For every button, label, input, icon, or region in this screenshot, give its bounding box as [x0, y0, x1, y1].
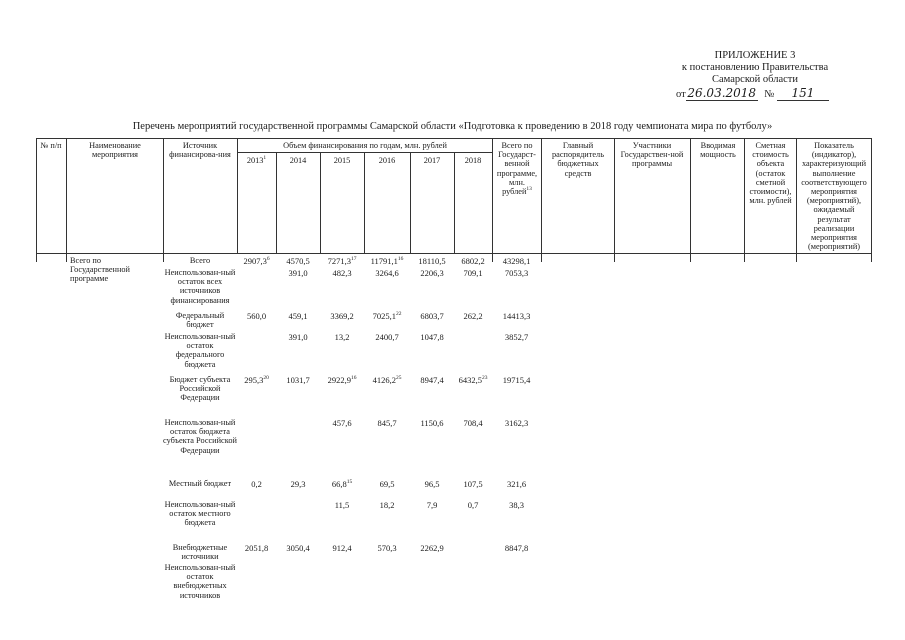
row-source: Неиспользован-ный остаток федерального бюджета — [164, 332, 236, 369]
row-source: Неиспользован-ный остаток всех источников финансирования — [164, 268, 236, 305]
year-value-cell: 18110,5 — [418, 256, 446, 266]
appendix-line2: к постановлению Правительства — [681, 62, 829, 73]
total-cell: 3162,3 — [504, 418, 529, 428]
footnote-marker: 6 — [266, 256, 270, 263]
footnote-marker: 22 — [395, 311, 402, 318]
date-prefix: от — [676, 89, 686, 100]
col-header-source: Источник финансирова-ния — [169, 141, 231, 160]
year-value-cell: 391,0 — [288, 332, 308, 342]
col-header-capacity: Вводимая мощность — [700, 141, 736, 160]
year-value-cell: 2907,3$^6$ — [243, 256, 270, 266]
year-value-cell: 18,2 — [379, 500, 395, 510]
footnote-marker: 16 — [350, 375, 357, 382]
row-source: Бюджет субъекта Российской Федерации — [169, 375, 231, 403]
year-value-cell: 709,1 — [463, 268, 483, 278]
year-value-cell: 560,0 — [246, 311, 267, 321]
row-source: Неиспользован-ный остаток внебюджетных источников — [164, 563, 236, 600]
appendix-header — [660, 50, 850, 86]
year-value-cell: 4570,5 — [286, 256, 310, 266]
year-value-cell: 13,2 — [334, 332, 350, 342]
col-header-year: 2017 — [423, 156, 441, 165]
col-header-participants: Участники Государствен-ной программы — [620, 141, 684, 169]
date-value: 26.03.2018 — [687, 86, 757, 100]
col-header-num: № п/п — [40, 141, 62, 150]
year-value-cell: 4126,2$^{25}$ — [372, 375, 402, 385]
year-value-cell: 2922,9$^{16}$ — [327, 375, 357, 385]
footnote-marker: 17 — [350, 256, 357, 263]
year-value-cell: 2400,7 — [375, 332, 399, 342]
footnote-marker: 25 — [395, 375, 402, 382]
year-footnote: 1 — [263, 155, 267, 162]
total-cell: 19715,4 — [502, 375, 531, 385]
footnote-marker: 15 — [346, 479, 353, 486]
appendix-date-line — [676, 86, 829, 101]
page-title: Перечень мероприятий государственной программы Самарской области «Подготовка к проведению в 2018 году чемпионата мира по футболу» — [132, 121, 773, 132]
row-source: Неиспользован-ный остаток бюджета субъекта Российской Федерации — [163, 418, 237, 455]
year-value-cell: 0,2 — [251, 479, 262, 489]
appendix-title: ПРИЛОЖЕНИЕ 3 — [714, 50, 796, 61]
year-label: 2013 — [246, 156, 264, 165]
year-value-cell: 1150,6 — [420, 418, 444, 428]
col-header-year: 2018 — [464, 156, 482, 165]
year-value-cell: 1031,7 — [286, 375, 310, 385]
footnote-marker: 23 — [481, 375, 488, 382]
year-value-cell: 6803,7 — [420, 311, 444, 321]
year-value-cell: 29,3 — [290, 479, 306, 489]
col-header-volume: Объем финансирования по годам, млн. рублей — [283, 141, 447, 150]
total-cell: 14413,3 — [502, 311, 531, 321]
year-value-cell: 262,2 — [463, 311, 483, 321]
year-value-cell: 6432,5$^{23}$ — [458, 375, 488, 385]
year-value-cell: 8947,4 — [420, 375, 444, 385]
year-value-cell: 2262,9 — [420, 543, 444, 553]
total-footnote: 13 — [526, 186, 532, 193]
year-value-cell: 3050,4 — [286, 543, 310, 553]
year-value-cell: 2206,3 — [420, 268, 444, 278]
appendix-line3: Самарской области — [712, 74, 798, 85]
year-value-cell: 66,8$^{15}$ — [331, 479, 353, 489]
year-value-cell: 107,5 — [463, 479, 483, 489]
year-value-cell: 295,3$^{20}$ — [244, 375, 269, 385]
year-value-cell: 457,6 — [332, 418, 352, 428]
year-value-cell: 845,7 — [377, 418, 397, 428]
total-cell: 43298,1 — [502, 256, 531, 266]
col-header-indicator: Показатель (индикатор), характеризующий выполнение соответствующего мероприятия (мероприятий), ожидаемый результат реализации мероприятия (мероприятий) — [801, 141, 867, 252]
year-value-cell: 482,3 — [332, 268, 352, 278]
col-header-year — [237, 156, 276, 165]
number-value: 151 — [777, 86, 829, 101]
year-value-cell: 2051,8 — [244, 543, 269, 553]
footnote-marker: 20 — [263, 375, 269, 382]
year-value-cell: 391,0 — [288, 268, 308, 278]
total-cell: 3852,7 — [504, 332, 529, 342]
number-prefix: № — [764, 89, 775, 100]
year-value-cell: 7025,1$^{22}$ — [372, 311, 402, 321]
row-source: Внебюджетные источники — [172, 543, 228, 562]
year-value-cell: 0,7 — [467, 500, 479, 510]
year-value-cell: 69,5 — [379, 479, 395, 489]
year-value-cell: 7,9 — [426, 500, 438, 510]
row-source: Всего — [189, 256, 211, 265]
total-cell: 321,6 — [506, 479, 527, 489]
row-source: Неиспользован-ный остаток местного бюджета — [164, 500, 236, 528]
col-header-manager: Главный распорядитель бюджетных средств — [552, 141, 604, 178]
total-cell: 7053,3 — [504, 268, 529, 278]
total-cell: 8847,8 — [504, 543, 529, 553]
year-value-cell: 6802,2 — [461, 256, 485, 266]
col-header-year: 2016 — [378, 156, 396, 165]
year-value-cell: 3264,6 — [375, 268, 399, 278]
year-value-cell: 96,5 — [424, 479, 440, 489]
row-source: Федеральный бюджет — [175, 311, 225, 330]
col-header-name: Наименование мероприятия — [89, 141, 141, 160]
col-header-total: Всего по Государст-венной программе, млн. рублей$^{13}$ — [496, 141, 538, 197]
year-value-cell: 912,4 — [332, 543, 352, 553]
row-name: Всего по Государственной программе — [70, 256, 131, 284]
year-value-cell: 570,3 — [377, 543, 397, 553]
year-value-cell: 7271,3$^{17}$ — [327, 256, 357, 266]
col-header-cost: Сметная стоимость объекта (остаток сметной стоимости), млн. рублей — [749, 141, 792, 206]
year-value-cell: 708,4 — [463, 418, 483, 428]
year-value-cell: 11791,1$^{16}$ — [370, 256, 404, 266]
year-value-cell: 3369,2 — [330, 311, 354, 321]
row-source: Местный бюджет — [168, 479, 232, 488]
col-header-year: 2015 — [333, 156, 351, 165]
year-value-cell: 459,1 — [288, 311, 308, 321]
col-header-year: 2014 — [289, 156, 307, 165]
year-value-cell: 1047,8 — [420, 332, 444, 342]
footnote-marker: 16 — [397, 256, 404, 263]
year-value-cell: 11,5 — [334, 500, 350, 510]
total-cell: 38,3 — [509, 500, 524, 510]
